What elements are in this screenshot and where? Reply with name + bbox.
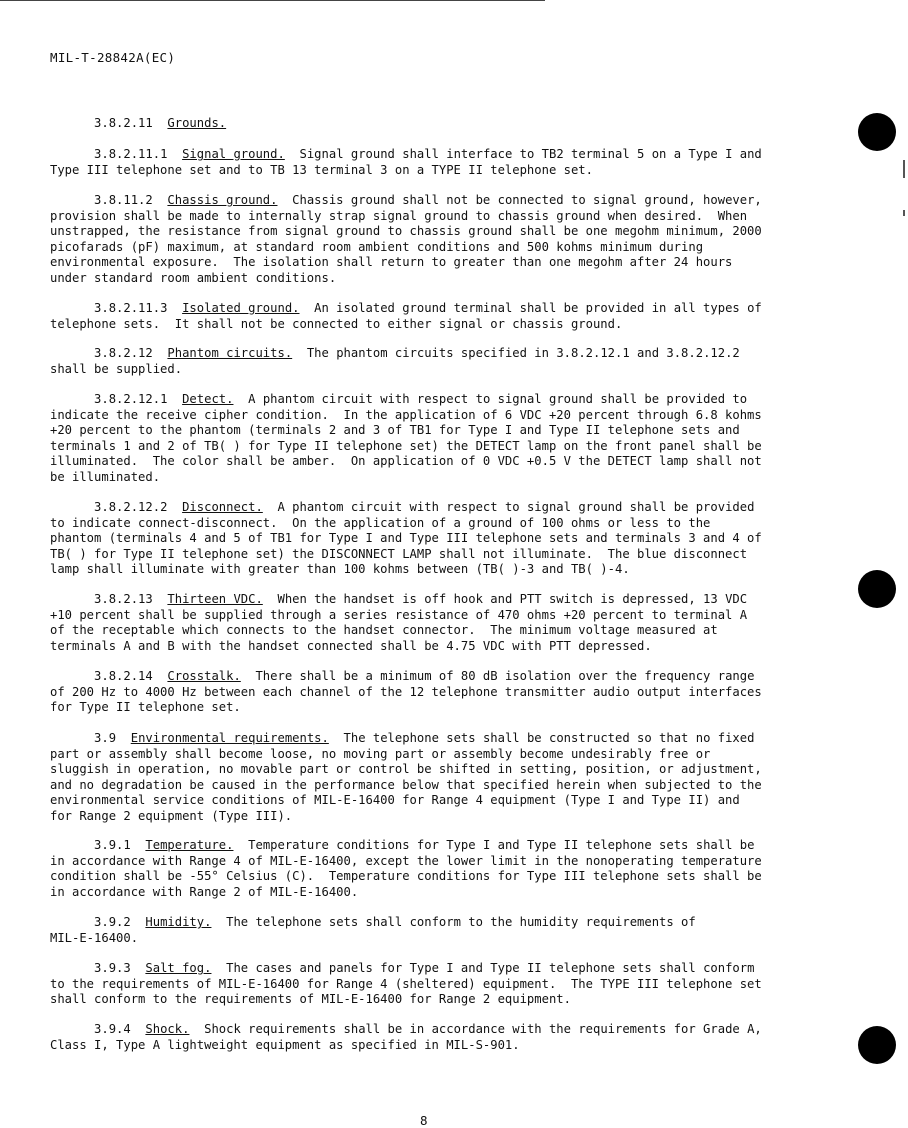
section-3-8-2-12-2 bbox=[50, 500, 810, 578]
edge-mark bbox=[903, 160, 905, 178]
section-heading: Phantom circuits. bbox=[167, 346, 293, 360]
section-text: Chassis ground shall not be connected to signal ground, however, provision shall be made to internally strap signal ground to chassis ground when desired. When unstrapped, the resistance from signal ground to chassis ground shall be one megohm minimum, 2000 picofarads (pF) maximum, at standard room ambient conditions and 500 kohms minimum during environmental exposure. The isolation shall return to greater than one megohm after 24 hours under standard room ambient conditions. bbox=[50, 193, 762, 285]
section-heading: Grounds. bbox=[167, 116, 227, 130]
section-3-8-2-11 bbox=[50, 116, 810, 132]
section-3-9-1 bbox=[50, 838, 810, 900]
section-3-9-4 bbox=[50, 1022, 810, 1053]
section-number: 3.8.2.11.1 bbox=[94, 147, 168, 161]
section-number: 3.8.2.12.2 bbox=[94, 500, 168, 514]
section-number: 3.8.2.12 bbox=[94, 346, 153, 360]
section-heading: Humidity. bbox=[145, 915, 212, 929]
section-heading: Temperature. bbox=[145, 838, 234, 852]
section-text: A phantom circuit with respect to signal ground shall be provided to indicate the receive cipher condition. In the application of 6 VDC +20 percent through 6.8 kohms +20 percent to the phantom (terminals 2 and 3 of TB1 for Type I and Type II telephone sets and terminals 1 and 2 of TB( ) for Type II telephone set) the DETECT lamp on the front panel shall be illuminated. The color shall be amber. On application of 0 VDC +0.5 V the DETECT lamp shall not be illuminated. bbox=[50, 392, 762, 484]
section-3-9 bbox=[50, 731, 810, 824]
section-heading: Thirteen VDC. bbox=[167, 592, 263, 606]
section-number: 3.9.1 bbox=[94, 838, 131, 852]
edge-mark bbox=[903, 210, 905, 216]
section-number: 3.8.2.13 bbox=[94, 592, 153, 606]
section-text: Temperature conditions for Type I and Type II telephone sets shall be in accordance with Range 4 of MIL-E-16400, except the lower limit in the nonoperating temperature condition shall be -55° Celsius (C). Temperature conditions for Type III telephone sets shall be in accordance with Range 2 of MIL-E-16400. bbox=[50, 838, 762, 899]
section-heading: Shock. bbox=[145, 1022, 190, 1036]
binder-hole-middle bbox=[858, 570, 896, 608]
section-3-9-2 bbox=[50, 915, 810, 946]
section-3-8-2-12 bbox=[50, 346, 810, 377]
binder-hole-bottom bbox=[858, 1026, 896, 1064]
section-number: 3.9.2 bbox=[94, 915, 131, 929]
binder-hole-top bbox=[858, 113, 896, 151]
section-text: The telephone sets shall conform to the humidity requirements of MIL-E-16400. bbox=[50, 915, 696, 945]
section-text: Signal ground shall interface to TB2 terminal 5 on a Type I and Type III telephone set and to TB 13 terminal 3 on a TYPE II telephone set. bbox=[50, 147, 762, 177]
section-number: 3.9.4 bbox=[94, 1022, 131, 1036]
section-text: When the handset is off hook and PTT switch is depressed, 13 VDC +10 percent shall be supplied through a series resistance of 470 ohms +20 percent to terminal A of the receptable which connects to the handset connector. The minimum voltage measured at terminals A and B with the handset connected shall be 4.75 VDC with PTT depressed. bbox=[50, 592, 748, 653]
section-text: The cases and panels for Type I and Type II telephone sets shall conform to the requirements of MIL-E-16400 for Range 4 (sheltered) equipment. The TYPE III telephone set shall conform to the requirements of MIL-E-16400 for Range 2 equipment. bbox=[50, 961, 762, 1006]
section-3-8-2-13 bbox=[50, 592, 810, 654]
section-3-9-3 bbox=[50, 961, 810, 1008]
section-number: 3.8.2.14 bbox=[94, 669, 153, 683]
section-3-8-2-14 bbox=[50, 669, 810, 716]
section-text: The phantom circuits specified in 3.8.2.12.1 and 3.8.2.12.2 shall be supplied. bbox=[50, 346, 740, 376]
section-number: 3.8.11.2 bbox=[94, 193, 153, 207]
section-text: There shall be a minimum of 80 dB isolation over the frequency range of 200 Hz to 4000 Hz between each channel of the 12 telephone transmitter audio output interfaces for Type II telephone set. bbox=[50, 669, 762, 714]
section-text: The telephone sets shall be constructed so that no fixed part or assembly shall become loose, no moving part or assembly become undesirably free or sluggish in operation, no movable part or control be shifted in setting, position, or adjustment, and no degradation be caused in the performance below that specified herein when subjected to the environmental service conditions of MIL-E-16400 for Range 4 equipment (Type I and Type II) and for Range 2 equipment (Type III). bbox=[50, 731, 762, 823]
section-number: 3.8.2.11 bbox=[94, 116, 153, 130]
section-heading: Crosstalk. bbox=[167, 669, 241, 683]
section-heading: Signal ground. bbox=[182, 147, 285, 161]
section-3-8-11-2 bbox=[50, 193, 810, 286]
section-text: Shock requirements shall be in accordance with the requirements for Grade A, Class I, Type A lightweight equipment as specified in MIL-S-901. bbox=[50, 1022, 762, 1052]
section-heading: Chassis ground. bbox=[167, 193, 278, 207]
section-heading: Isolated ground. bbox=[182, 301, 300, 315]
section-heading: Detect. bbox=[182, 392, 234, 406]
section-3-8-2-11-3 bbox=[50, 301, 810, 332]
section-heading: Salt fog. bbox=[145, 961, 212, 975]
top-rule bbox=[0, 0, 545, 1]
section-number: 3.9 bbox=[94, 731, 117, 745]
document-id: MIL-T-28842A(EC) bbox=[50, 50, 176, 65]
section-number: 3.9.3 bbox=[94, 961, 131, 975]
section-text: An isolated ground terminal shall be provided in all types of telephone sets. It shall not be connected to either signal or chassis ground. bbox=[50, 301, 762, 331]
section-text: A phantom circuit with respect to signal ground shall be provided to indicate connect-disconnect. On the application of a ground of 100 ohms or less to the phantom (terminals 4 and 5 of TB1 for Type I and Type III telephone sets and terminals 3 and 4 of TB( ) for Type II telephone set) the DISCONNECT LAMP shall not illuminate. The blue disconnect lamp shall illuminate with greater than 100 kohms between (TB( )-3 and TB( )-4. bbox=[50, 500, 762, 576]
section-number: 3.8.2.12.1 bbox=[94, 392, 168, 406]
section-heading: Environmental requirements. bbox=[130, 731, 329, 745]
section-3-8-2-11-1 bbox=[50, 147, 810, 178]
section-heading: Disconnect. bbox=[182, 500, 263, 514]
section-3-8-2-12-1 bbox=[50, 392, 810, 485]
section-number: 3.8.2.11.3 bbox=[94, 301, 168, 315]
page-number: 8 bbox=[420, 1113, 428, 1128]
